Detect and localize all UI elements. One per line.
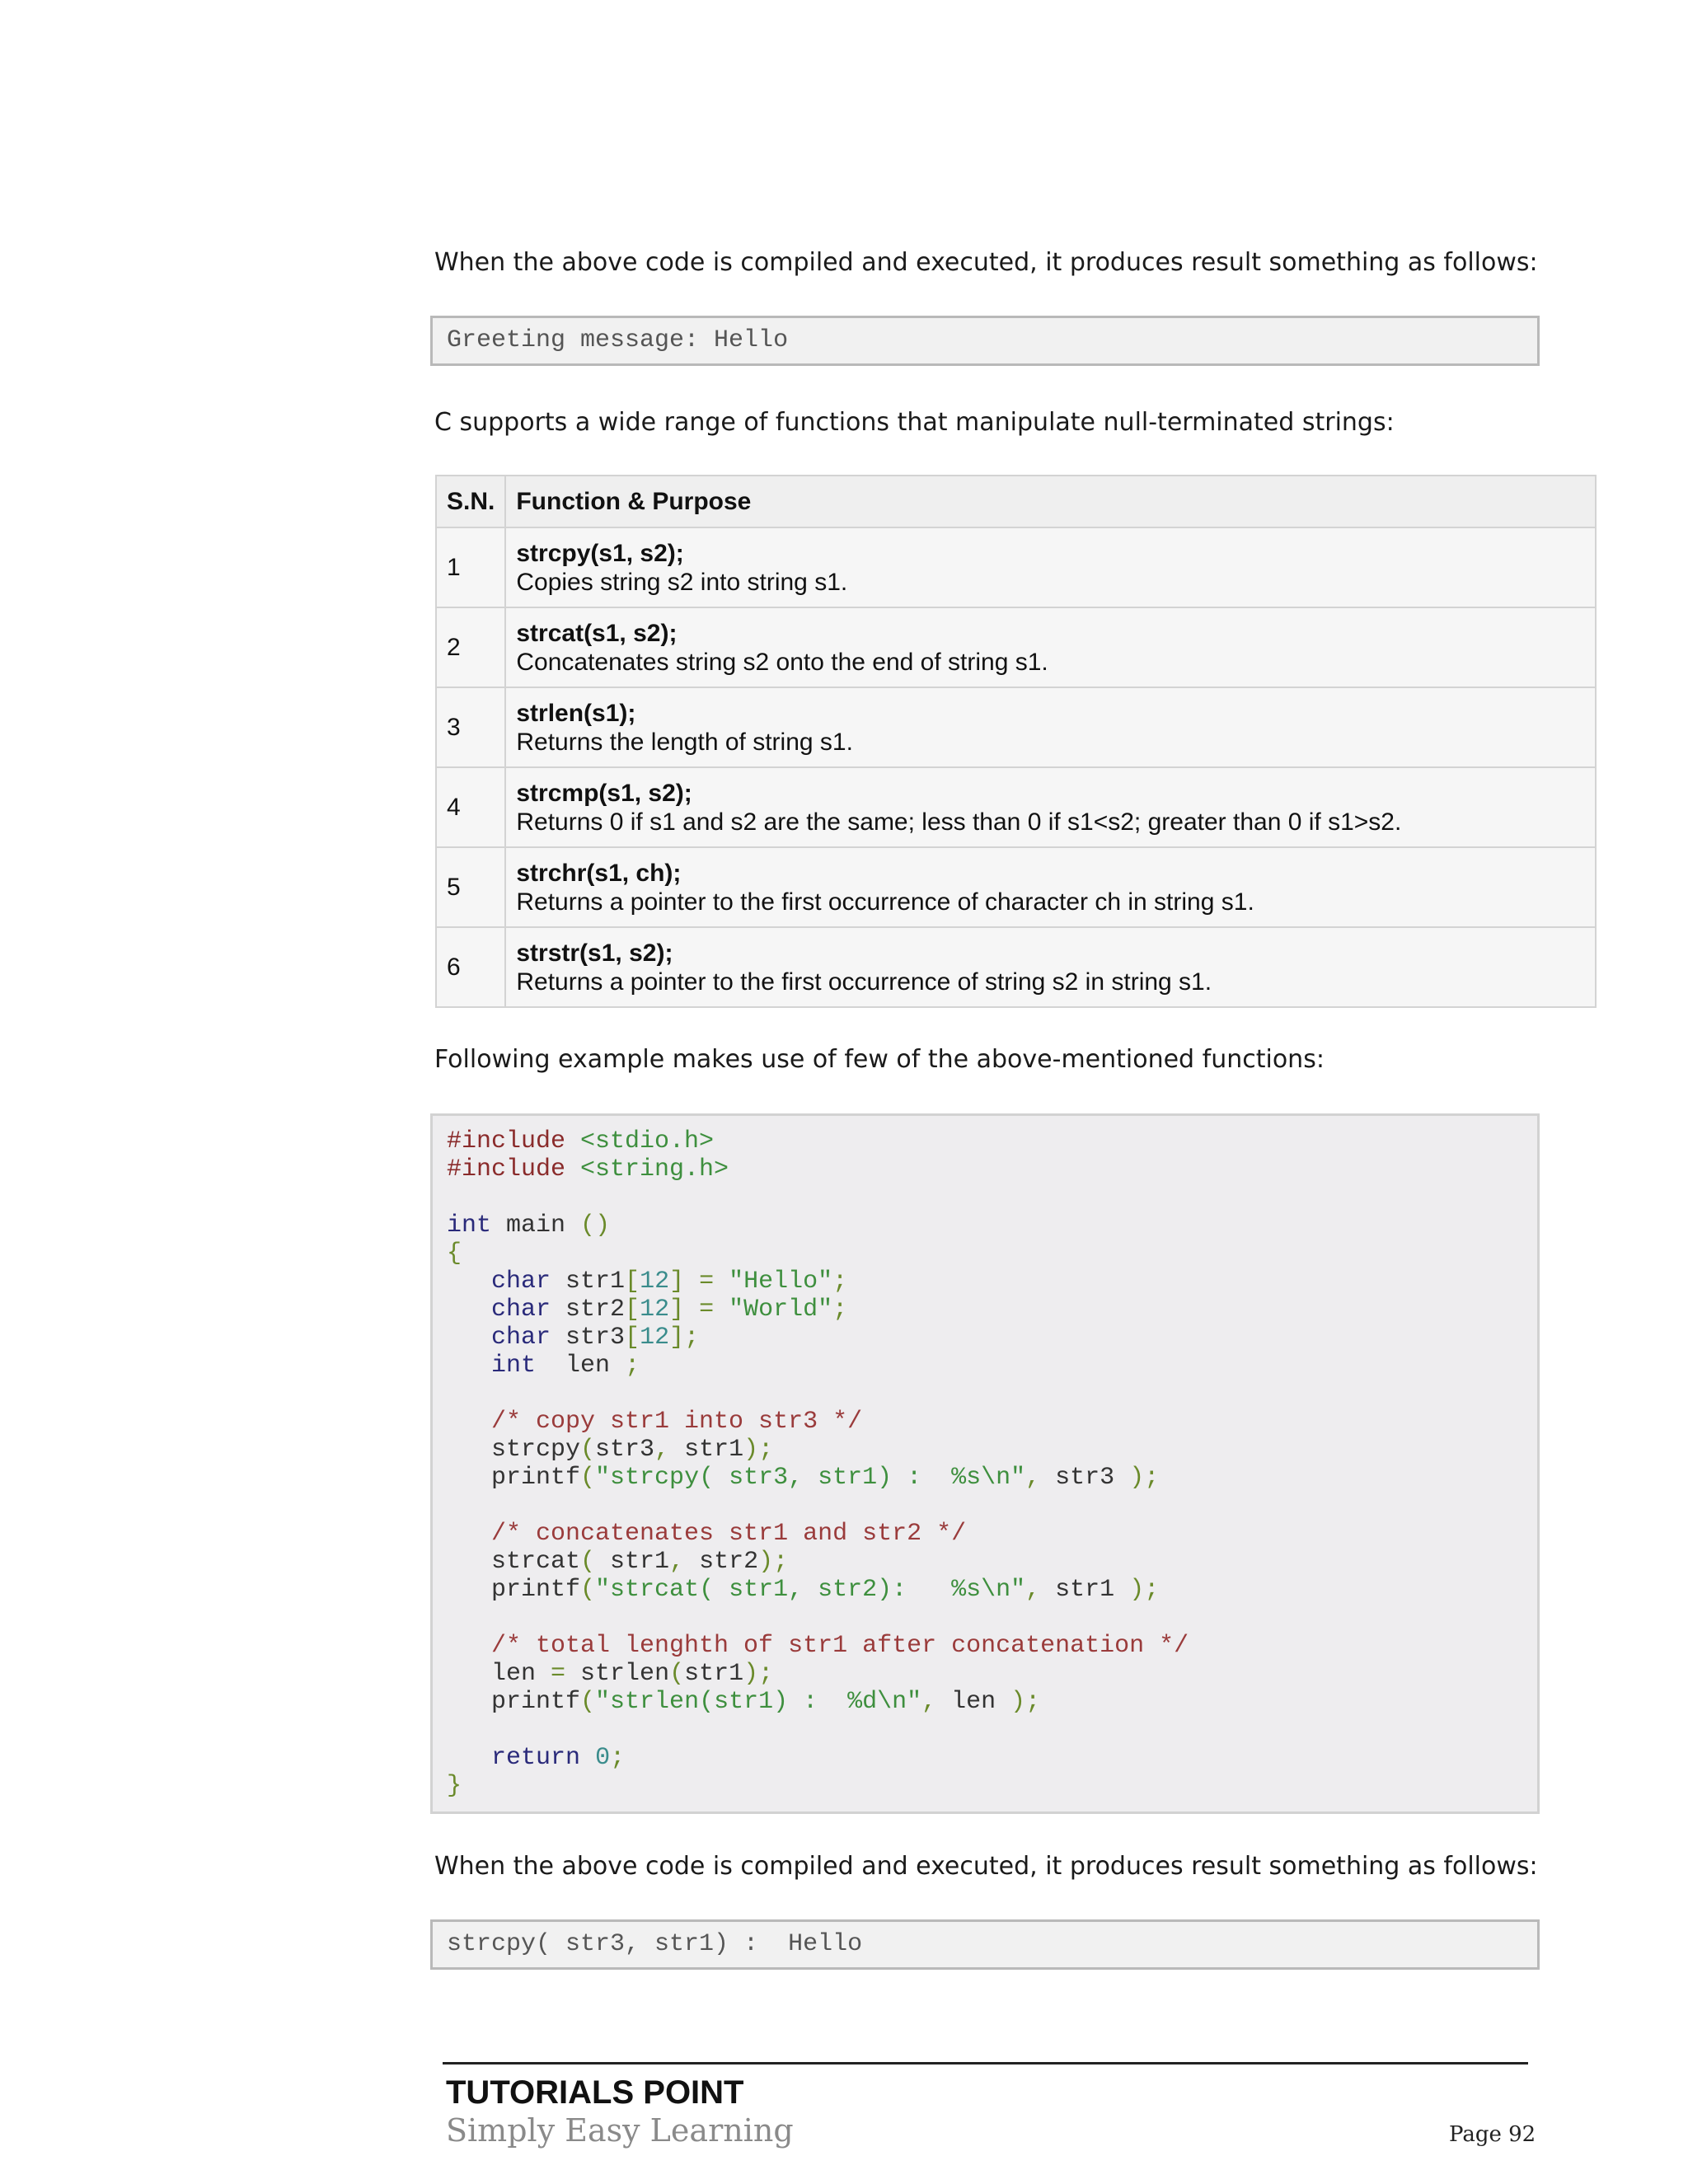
row-function [505, 927, 1596, 1007]
header-function-purpose: Function & Purpose [505, 476, 1596, 527]
function-description: Returns the length of string s1. [516, 728, 853, 756]
row-sn: 5 [436, 847, 505, 927]
code-line: strcpy(str3, str1); [447, 1436, 774, 1464]
row-sn: 2 [436, 607, 505, 687]
table-row [436, 847, 1596, 927]
string-functions-table [435, 475, 1597, 1008]
code-line [447, 1183, 1537, 1212]
code-line [447, 1492, 1537, 1520]
row-function [505, 527, 1596, 607]
function-name: strcmp(s1, s2); [516, 779, 692, 807]
second-output-box: strcpy( str3, str1) : Hello [430, 1919, 1540, 1970]
function-description: Returns a pointer to the first occurrence of character ch in string s1. [516, 888, 1254, 916]
row-function [505, 687, 1596, 767]
row-function [505, 607, 1596, 687]
code-line: printf("strcpy( str3, str1) : %s\n", str3 ); [447, 1464, 1160, 1492]
function-name: strchr(s1, ch); [516, 859, 682, 887]
table-row [436, 687, 1596, 767]
row-sn: 3 [436, 687, 505, 767]
code-line: strcat( str1, str2); [447, 1548, 789, 1576]
function-name: strlen(s1); [516, 699, 636, 727]
function-name: strstr(s1, s2); [516, 939, 673, 967]
code-line: char str3[12]; [491, 1324, 700, 1352]
code-line: /* copy str1 into str3 */ [447, 1408, 863, 1436]
code-line: printf("strcat( str1, str2): %s\n", str1 ); [447, 1576, 1160, 1604]
header-sn: S.N. [436, 476, 505, 527]
code-line [447, 1716, 1537, 1744]
table-header-row [436, 476, 1596, 527]
code-line: { [447, 1240, 462, 1268]
code-line: #include <string.h> [447, 1155, 729, 1183]
footer-divider [443, 2062, 1528, 2064]
table-row [436, 527, 1596, 607]
first-output-box: Greeting message: Hello [430, 316, 1540, 366]
function-description: Copies string s2 into string s1. [516, 568, 848, 596]
code-line: /* total lenghth of str1 after concatenation */ [447, 1632, 1189, 1660]
footer-brand: TUTORIALS POINT [446, 2074, 744, 2111]
function-name: strcpy(s1, s2); [516, 539, 684, 567]
code-line: printf("strlen(str1) : %d\n", len ); [447, 1688, 1041, 1716]
code-line: char str1[12] = "Hello"; [491, 1268, 848, 1296]
code-line: #include <stdio.h> [447, 1127, 715, 1155]
row-sn: 6 [436, 927, 505, 1007]
functions-intro-paragraph: C supports a wide range of functions that manipulate null-terminated strings: [434, 408, 1395, 437]
code-line [447, 1604, 1537, 1632]
code-line: char str2[12] = "World"; [491, 1296, 848, 1324]
intro-paragraph: When the above code is compiled and executed, it produces result something as follows: [434, 248, 1538, 277]
row-sn: 1 [436, 527, 505, 607]
code-line [447, 1380, 1537, 1408]
example-intro-paragraph: Following example makes use of few of the above-mentioned functions: [434, 1045, 1325, 1074]
code-line: int main () [447, 1212, 611, 1240]
code-line: return 0; [491, 1744, 626, 1772]
function-name: strcat(s1, s2); [516, 619, 678, 647]
table-row [436, 927, 1596, 1007]
code-line: /* concatenates str1 and str2 */ [447, 1520, 967, 1548]
page-number: Page 92 [1449, 2122, 1536, 2147]
code-block [430, 1113, 1540, 1814]
code-line: int len ; [491, 1352, 640, 1380]
code-line: len = strlen(str1); [447, 1660, 774, 1688]
row-function [505, 847, 1596, 927]
function-description: Returns 0 if s1 and s2 are the same; less than 0 if s1<s2; greater than 0 if s1>s2. [516, 808, 1402, 836]
function-description: Returns a pointer to the first occurrence of string s2 in string s1. [516, 968, 1212, 996]
outro-paragraph: When the above code is compiled and executed, it produces result something as follows: [434, 1852, 1538, 1881]
code-line: } [447, 1772, 462, 1800]
footer-tagline: Simply Easy Learning [446, 2112, 794, 2149]
table-row [436, 767, 1596, 847]
function-description: Concatenates string s2 onto the end of string s1. [516, 648, 1048, 676]
row-sn: 4 [436, 767, 505, 847]
row-function [505, 767, 1596, 847]
table-row [436, 607, 1596, 687]
